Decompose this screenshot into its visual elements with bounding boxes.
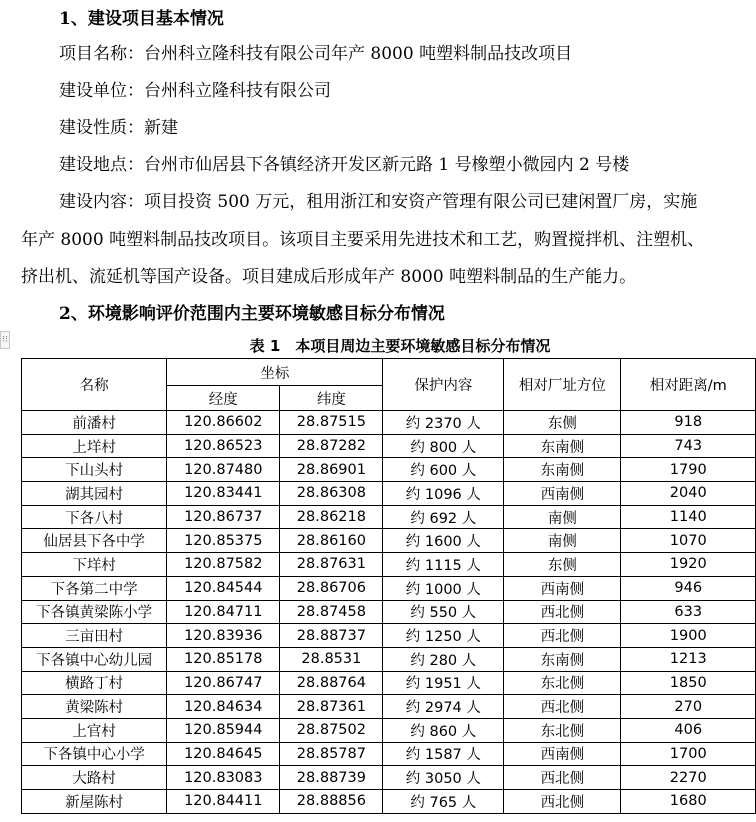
table-row — [22, 647, 756, 671]
cell-name: 下各八村 — [22, 505, 167, 529]
cell-name: 黄梁陈村 — [22, 695, 167, 719]
header-latitude: 纬度 — [280, 386, 383, 411]
cell-direction: 西南侧 — [504, 576, 621, 600]
cell-longitude: 120.85944 — [167, 718, 280, 742]
cell-distance: 1213 — [621, 647, 756, 671]
cell-protection: 约 692 人 — [383, 505, 504, 529]
cell-name: 湖其园村 — [22, 482, 167, 506]
sensitive-targets-table — [21, 358, 756, 814]
cell-name: 下各镇黄梁陈小学 — [22, 600, 167, 624]
cell-protection: 约 800 人 — [383, 434, 504, 458]
table-row — [22, 505, 756, 529]
cell-distance: 2270 — [621, 766, 756, 790]
cell-longitude: 120.86523 — [167, 434, 280, 458]
cell-direction: 南侧 — [504, 529, 621, 553]
content-line-1: 项目投资 500 万元，租用浙江和安资产管理有限公司已建闲置厂房，实施 — [144, 192, 698, 212]
cell-longitude: 120.84411 — [167, 790, 280, 814]
cell-distance: 1900 — [621, 624, 756, 648]
cell-protection: 约 1250 人 — [383, 624, 504, 648]
section1-heading: 1、建设项目基本情况 — [59, 9, 224, 29]
cell-latitude: 28.87458 — [280, 600, 383, 624]
cell-protection: 约 1000 人 — [383, 576, 504, 600]
content-line-3: 挤出机、流延机等国产设备。项目建成后形成年产 8000 吨塑料制品的生产能力。 — [21, 267, 637, 287]
header-distance: 相对距离/m — [621, 359, 756, 411]
cell-distance: 918 — [621, 411, 756, 435]
table-row — [22, 529, 756, 553]
cell-distance: 946 — [621, 576, 756, 600]
cell-direction: 东北侧 — [504, 671, 621, 695]
cell-latitude: 28.88737 — [280, 624, 383, 648]
cell-direction: 东侧 — [504, 411, 621, 435]
table-row — [22, 576, 756, 600]
field-label: 项目名称： — [59, 44, 144, 64]
cell-longitude: 120.87480 — [167, 458, 280, 482]
cell-longitude: 120.84544 — [167, 576, 280, 600]
cell-protection: 约 1587 人 — [383, 742, 504, 766]
cell-direction: 西北侧 — [504, 695, 621, 719]
cell-name: 大路村 — [22, 766, 167, 790]
cell-name: 前潘村 — [22, 411, 167, 435]
cell-latitude: 28.86901 — [280, 458, 383, 482]
cell-longitude: 120.84711 — [167, 600, 280, 624]
cell-distance: 1070 — [621, 529, 756, 553]
table-row — [22, 790, 756, 814]
header-longitude: 经度 — [167, 386, 280, 411]
table-caption: 表 1 本项目周边主要环境敏感目标分布情况 — [249, 337, 551, 355]
table-row — [22, 434, 756, 458]
cell-longitude: 120.87582 — [167, 553, 280, 577]
cell-direction: 西北侧 — [504, 600, 621, 624]
table-row — [22, 718, 756, 742]
cell-protection: 约 3050 人 — [383, 766, 504, 790]
cell-name: 上官村 — [22, 718, 167, 742]
table-row — [22, 553, 756, 577]
cell-distance: 1920 — [621, 553, 756, 577]
cell-distance: 2040 — [621, 482, 756, 506]
cell-distance: 1680 — [621, 790, 756, 814]
cell-name: 仙居县下各中学 — [22, 529, 167, 553]
cell-longitude: 120.84645 — [167, 742, 280, 766]
table-row — [22, 600, 756, 624]
cell-name: 新屋陈村 — [22, 790, 167, 814]
content-line-2: 年产 8000 吨塑料制品技改项目。该项目主要采用先进技术和工艺，购置搅拌机、注塑机、 — [21, 230, 705, 250]
cell-protection: 约 2974 人 — [383, 695, 504, 719]
cell-latitude: 28.88764 — [280, 671, 383, 695]
cell-direction: 西北侧 — [504, 766, 621, 790]
header-protection: 保护内容 — [383, 359, 504, 411]
field-value: 台州科立隆科技有限公司 — [144, 81, 331, 101]
cell-longitude: 120.86737 — [167, 505, 280, 529]
cell-name: 下山头村 — [22, 458, 167, 482]
cell-distance: 1850 — [621, 671, 756, 695]
cell-name: 下各第二中学 — [22, 576, 167, 600]
cell-longitude: 120.86747 — [167, 671, 280, 695]
cell-distance: 1790 — [621, 458, 756, 482]
cell-latitude: 28.8531 — [280, 647, 383, 671]
cell-direction: 东南侧 — [504, 647, 621, 671]
cell-protection: 约 2370 人 — [383, 411, 504, 435]
cell-latitude: 28.85787 — [280, 742, 383, 766]
cell-direction: 东北侧 — [504, 718, 621, 742]
field-value: 台州市仙居县下各镇经济开发区新元路 1 号橡塑小微园内 2 号楼 — [144, 155, 630, 175]
cell-name: 三亩田村 — [22, 624, 167, 648]
cell-latitude: 28.86160 — [280, 529, 383, 553]
cell-name: 下各镇中心幼儿园 — [22, 647, 167, 671]
table-row — [22, 624, 756, 648]
table-row — [22, 671, 756, 695]
cell-protection: 约 765 人 — [383, 790, 504, 814]
cell-name: 横路丁村 — [22, 671, 167, 695]
cell-direction: 西北侧 — [504, 624, 621, 648]
cell-distance: 633 — [621, 600, 756, 624]
cell-latitude: 28.87361 — [280, 695, 383, 719]
cell-protection: 约 1096 人 — [383, 482, 504, 506]
cell-longitude: 120.83936 — [167, 624, 280, 648]
cell-name: 下垟村 — [22, 553, 167, 577]
cell-protection: 约 860 人 — [383, 718, 504, 742]
field-construction-nature — [59, 113, 178, 138]
cell-latitude: 28.87631 — [280, 553, 383, 577]
field-construction-site — [59, 150, 629, 175]
cell-protection: 约 280 人 — [383, 647, 504, 671]
cell-protection: 约 1115 人 — [383, 553, 504, 577]
cell-distance: 270 — [621, 695, 756, 719]
header-name: 名称 — [22, 359, 167, 411]
field-label: 建设地点： — [59, 155, 144, 175]
cell-distance: 406 — [621, 718, 756, 742]
table-row — [22, 742, 756, 766]
cell-latitude: 28.87515 — [280, 411, 383, 435]
cell-latitude: 28.86706 — [280, 576, 383, 600]
cell-latitude: 28.88856 — [280, 790, 383, 814]
cell-distance: 1140 — [621, 505, 756, 529]
cell-latitude: 28.86308 — [280, 482, 383, 506]
cell-distance: 743 — [621, 434, 756, 458]
cell-protection: 约 600 人 — [383, 458, 504, 482]
cell-protection: 约 550 人 — [383, 600, 504, 624]
cell-latitude: 28.87502 — [280, 718, 383, 742]
field-label: 建设内容： — [59, 192, 144, 212]
cell-direction: 东侧 — [504, 553, 621, 577]
cell-direction: 东南侧 — [504, 458, 621, 482]
cell-direction: 东南侧 — [504, 434, 621, 458]
table-row — [22, 411, 756, 435]
field-project-name — [59, 39, 572, 64]
field-construction-content — [59, 187, 697, 212]
cell-latitude: 28.88739 — [280, 766, 383, 790]
table-row — [22, 766, 756, 790]
cell-name: 上垟村 — [22, 434, 167, 458]
cell-longitude: 120.83441 — [167, 482, 280, 506]
table-row — [22, 482, 756, 506]
table-row — [22, 458, 756, 482]
cell-longitude: 120.85178 — [167, 647, 280, 671]
cell-protection: 约 1951 人 — [383, 671, 504, 695]
field-label: 建设单位： — [59, 81, 144, 101]
table-move-handle-icon[interactable]: ⁝⁝ — [0, 331, 10, 349]
cell-direction: 西南侧 — [504, 482, 621, 506]
cell-protection: 约 1600 人 — [383, 529, 504, 553]
header-direction: 相对厂址方位 — [504, 359, 621, 411]
field-value: 台州科立隆科技有限公司年产 8000 吨塑料制品技改项目 — [144, 44, 573, 64]
cell-direction: 西北侧 — [504, 790, 621, 814]
cell-latitude: 28.87282 — [280, 434, 383, 458]
cell-longitude: 120.85375 — [167, 529, 280, 553]
cell-name: 下各镇中心小学 — [22, 742, 167, 766]
field-construction-unit — [59, 76, 331, 101]
cell-longitude: 120.83083 — [167, 766, 280, 790]
field-value: 新建 — [144, 118, 178, 138]
cell-distance: 1700 — [621, 742, 756, 766]
table-row — [22, 695, 756, 719]
cell-latitude: 28.86218 — [280, 505, 383, 529]
field-label: 建设性质： — [59, 118, 144, 138]
cell-direction: 南侧 — [504, 505, 621, 529]
cell-direction: 西南侧 — [504, 742, 621, 766]
section2-heading: 2、环境影响评价范围内主要环境敏感目标分布情况 — [59, 304, 445, 324]
cell-longitude: 120.86602 — [167, 411, 280, 435]
header-coordinate: 坐标 — [167, 359, 383, 386]
cell-longitude: 120.84634 — [167, 695, 280, 719]
